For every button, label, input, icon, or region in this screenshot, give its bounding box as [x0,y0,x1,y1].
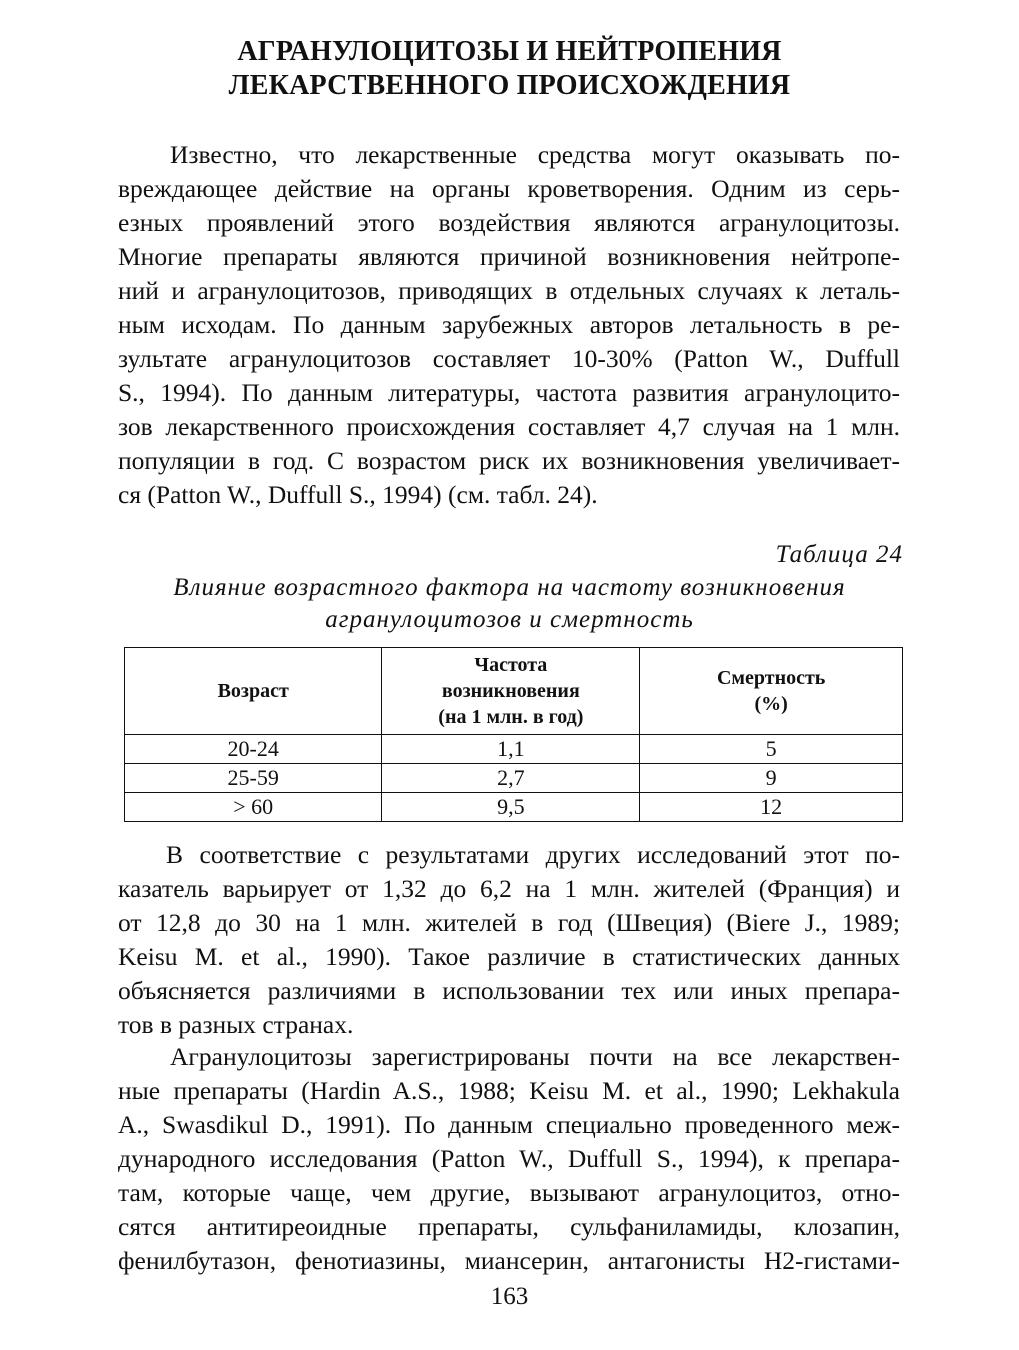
cell-frequency: 9,5 [382,793,640,822]
text-line: Keisu M. et al., 1990). Такое различие в статистических данных [118,942,900,971]
text-line: сятся антитиреоидные препараты, сульфаниламиды, клозапин, [118,1212,900,1241]
text-line: дународного исследования (Patton W., Duffull S., 1994), к препара- [118,1144,900,1173]
text-line: фенилбутазон, фенотиазины, миансерин, антагонисты Н2-гистами- [118,1246,900,1275]
table-row [125,735,903,764]
age-factor-table [124,647,903,822]
table-header-row [125,648,903,735]
chapter-title-line-1: АГРАНУЛОЦИТОЗЫ И НЕЙТРОПЕНИЯ [237,36,782,67]
text-line: езных проявлений этого воздействия являются агранулоцитозы. [118,208,900,237]
text-line: зов лекарственного происхождения составляет 4,7 случая на 1 млн. [118,412,900,441]
text-line: A., Swasdikul D., 1991). По данным специально проведенного меж- [118,1110,900,1139]
table-caption-line-2: агранулоцитозов и смертность [325,606,694,633]
cell-age: > 60 [125,793,382,822]
text-line: ся (Patton W., Duffull S., 1994) (см. табл. 24). [118,480,598,509]
header-mortality-line-1: Смертность [716,667,826,689]
cell-frequency: 1,1 [382,735,640,764]
text-line: ний и агранулоцитозов, приводящих в отдельных случаях к леталь- [118,276,900,305]
page-number: 163 [490,1283,529,1310]
table-row [125,793,903,822]
text-line: вреждающее действие на органы кроветворения. Одним из серь- [118,174,900,203]
table-caption-line-1: Влияние возрастного фактора на частоту возникновения [173,574,846,601]
text-line: S., 1994). По данным литературы, частота развития агранулоцито- [118,378,900,407]
text-line: объясняется различиями в использовании тех или иных препара- [118,976,900,1005]
header-age [125,648,382,735]
cell-mortality: 12 [640,793,903,822]
cell-age: 20-24 [125,735,382,764]
table-row [125,764,903,793]
table-number: Таблица 24 [775,541,903,568]
text-line: там, которые чаще, чем другие, вызывают агранулоцитоз, отно- [118,1178,900,1207]
header-mortality-line-2: (%) [754,693,788,715]
text-line: Многие препараты являются причиной возникновения нейтропе- [118,242,900,271]
text-line: Агранулоцитозы зарегистрированы почти на все лекарствен- [170,1042,900,1071]
text-line: ные препараты (Hardin A.S., 1988; Keisu M. et al., 1990; Lekhakula [118,1076,900,1105]
paragraph-intro [118,138,900,512]
header-frequency-line-1: Частота [474,654,548,676]
header-age-label: Возраст [217,680,289,702]
header-frequency-line-3: (на 1 млн. в год) [438,706,584,728]
cell-frequency: 2,7 [382,764,640,793]
text-line: Известно, что лекарственные средства могут оказывать по- [170,140,900,169]
text-line: казатель варьирует от 1,32 до 6,2 на 1 млн. жителей (Франция) и [118,874,900,903]
cell-mortality: 5 [640,735,903,764]
text-line: ным исходам. По данным зарубежных авторов летальность в ре- [118,310,900,339]
header-mortality [640,648,903,735]
text-line: зультате агранулоцитозов составляет 10-30% (Patton W., Duffull [118,344,900,373]
cell-age: 25-59 [125,764,382,793]
text-line: тов в разных странах. [118,1010,354,1039]
text-line: от 12,8 до 30 на 1 млн. жителей в год (Швеция) (Biere J., 1989; [118,908,900,937]
text-line: популяции в год. С возрастом риск их возникновения увеличивает- [118,446,900,475]
paragraph-comparison [118,838,900,1042]
text-line: В соответствие с результатами других исследований этот по- [166,840,900,869]
header-frequency [382,648,640,735]
header-frequency-line-2: возникновения [441,680,580,702]
cell-mortality: 9 [640,764,903,793]
paragraph-drugs [118,1040,900,1278]
chapter-title-line-2: ЛЕКАРСТВЕННОГО ПРОИСХОЖДЕНИЯ [228,70,791,101]
